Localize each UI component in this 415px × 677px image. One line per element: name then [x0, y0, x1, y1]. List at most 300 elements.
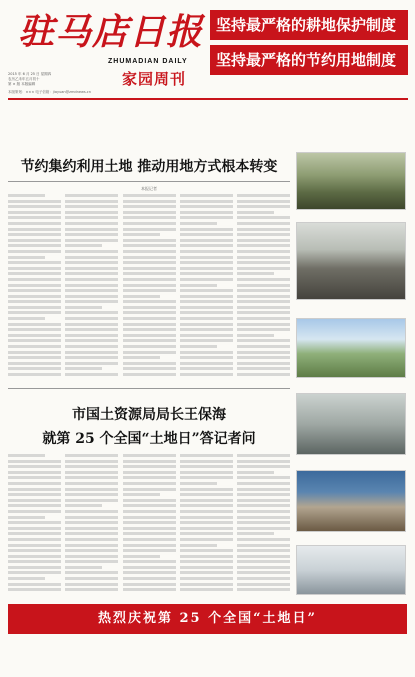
- text-line: [65, 228, 118, 231]
- text-line: [123, 216, 176, 219]
- text-line: [237, 476, 290, 479]
- officials-inspection-photo: [296, 222, 406, 300]
- text-line: [123, 476, 176, 479]
- text-line: [180, 527, 233, 530]
- text-line: [65, 555, 118, 558]
- text-line: [65, 289, 118, 292]
- text-line: [123, 328, 176, 331]
- text-line: [123, 373, 176, 376]
- text-line: [180, 560, 233, 563]
- text-line: [8, 239, 61, 242]
- text-line: [65, 362, 118, 365]
- text-line: [65, 527, 118, 530]
- slogan-farmland: 坚持最严格的耕地保护制度: [210, 10, 408, 40]
- text-line: [65, 588, 118, 591]
- text-line: [180, 516, 233, 519]
- text-line: [180, 465, 233, 468]
- text-line: [65, 460, 118, 463]
- text-line: [180, 284, 217, 287]
- text-line: [180, 334, 233, 337]
- interview-article: [8, 392, 290, 600]
- text-column: [123, 194, 176, 382]
- text-line: [8, 454, 45, 457]
- text-line: [8, 471, 61, 474]
- text-line: [123, 306, 176, 309]
- text-line: [123, 339, 176, 342]
- text-line: [8, 200, 61, 203]
- text-line: [8, 527, 61, 530]
- text-line: [237, 532, 274, 535]
- text-line: [180, 278, 233, 281]
- text-line: [65, 356, 118, 359]
- text-line: [8, 362, 61, 365]
- text-line: [8, 476, 61, 479]
- text-line: [180, 295, 233, 298]
- text-line: [65, 278, 118, 281]
- text-line: [180, 583, 233, 586]
- text-line: [180, 289, 233, 292]
- text-line: [123, 516, 176, 519]
- text-line: [237, 233, 290, 236]
- text-line: [237, 516, 290, 519]
- text-line: [237, 205, 290, 208]
- text-line: [65, 328, 118, 331]
- text-line: [237, 571, 290, 574]
- text-line: [8, 317, 45, 320]
- text-line: [8, 367, 61, 370]
- text-line: [180, 482, 217, 485]
- text-line: [65, 571, 118, 574]
- text-line: [8, 216, 61, 219]
- text-line: [237, 250, 290, 253]
- text-column: [123, 454, 176, 598]
- text-line: [180, 300, 233, 303]
- text-line: [180, 317, 233, 320]
- text-line: [237, 295, 290, 298]
- text-line: [237, 311, 290, 314]
- text-line: [8, 295, 61, 298]
- text-line: [8, 544, 61, 547]
- text-line: [180, 244, 233, 247]
- text-line: [8, 583, 61, 586]
- text-line: [65, 583, 118, 586]
- text-line: [123, 278, 176, 281]
- text-line: [123, 493, 160, 496]
- text-line: [180, 571, 233, 574]
- text-line: [65, 476, 118, 479]
- section-divider: [8, 388, 290, 389]
- text-line: [180, 532, 233, 535]
- masthead-divider: [8, 98, 408, 100]
- text-line: [123, 471, 176, 474]
- text-line: [65, 323, 118, 326]
- text-line: [180, 538, 233, 541]
- text-line: [65, 504, 102, 507]
- text-line: [123, 284, 176, 287]
- text-line: [8, 521, 61, 524]
- text-line: [123, 289, 176, 292]
- text-line: [8, 532, 61, 535]
- text-line: [8, 465, 61, 468]
- text-line: [237, 306, 290, 309]
- text-line: [8, 538, 61, 541]
- text-line: [123, 211, 176, 214]
- text-line: [8, 577, 45, 580]
- text-column: [237, 454, 290, 598]
- text-line: [123, 549, 176, 552]
- text-line: [65, 532, 118, 535]
- text-line: [65, 482, 118, 485]
- text-column: [8, 454, 61, 598]
- text-line: [180, 194, 233, 197]
- edition-name: 家园周刊: [122, 70, 187, 88]
- text-line: [237, 216, 290, 219]
- text-line: [123, 200, 176, 203]
- masthead-contact: 本版策划：××× 电子信箱：jiayuan@zmdnews.cn: [8, 90, 91, 94]
- text-line: [180, 471, 233, 474]
- text-column: [180, 194, 233, 382]
- text-column: [237, 194, 290, 382]
- text-line: [65, 244, 102, 247]
- text-line: [123, 538, 176, 541]
- text-line: [8, 300, 61, 303]
- text-line: [123, 460, 176, 463]
- text-line: [65, 233, 118, 236]
- text-line: [237, 284, 290, 287]
- lunar-date: 农历乙未年五月初十: [8, 77, 40, 81]
- text-line: [180, 499, 233, 502]
- text-line: [237, 300, 290, 303]
- text-line: [180, 323, 233, 326]
- text-line: [180, 476, 233, 479]
- text-line: [237, 373, 290, 376]
- text-line: [180, 510, 233, 513]
- text-line: [237, 345, 290, 348]
- text-line: [123, 571, 176, 574]
- text-line: [123, 577, 176, 580]
- text-line: [237, 465, 290, 468]
- text-line: [237, 482, 290, 485]
- text-line: [8, 482, 61, 485]
- text-line: [123, 323, 176, 326]
- text-line: [123, 311, 176, 314]
- lead-article-body: [8, 194, 290, 382]
- text-line: [65, 334, 118, 337]
- text-line: [180, 566, 233, 569]
- text-line: [237, 544, 290, 547]
- text-line: [65, 373, 118, 376]
- text-line: [237, 560, 290, 563]
- text-line: [237, 239, 290, 242]
- text-line: [8, 244, 61, 247]
- text-line: [237, 538, 290, 541]
- text-line: [8, 493, 61, 496]
- text-line: [8, 250, 61, 253]
- text-line: [237, 460, 290, 463]
- text-line: [8, 373, 61, 376]
- text-line: [65, 200, 118, 203]
- text-line: [237, 317, 290, 320]
- text-line: [180, 216, 233, 219]
- text-line: [65, 465, 118, 468]
- text-line: [8, 499, 61, 502]
- text-line: [8, 356, 61, 359]
- text-line: [237, 356, 290, 359]
- text-line: [237, 493, 290, 496]
- text-line: [123, 233, 160, 236]
- text-line: [8, 351, 61, 354]
- exhibition-photo: [296, 318, 406, 378]
- text-line: [8, 272, 61, 275]
- text-line: [65, 272, 118, 275]
- text-line: [180, 228, 233, 231]
- text-line: [65, 194, 118, 197]
- text-line: [8, 566, 61, 569]
- meeting-photo: [296, 545, 406, 595]
- text-line: [123, 239, 176, 242]
- text-line: [180, 211, 233, 214]
- text-line: [8, 504, 61, 507]
- text-line: [8, 311, 61, 314]
- text-line: [65, 488, 118, 491]
- lead-article: [8, 148, 290, 384]
- text-line: [8, 278, 61, 281]
- text-line: [237, 471, 274, 474]
- text-line: [8, 205, 61, 208]
- text-line: [180, 311, 233, 314]
- text-line: [237, 244, 290, 247]
- text-line: [123, 300, 176, 303]
- text-line: [237, 200, 290, 203]
- interview-title-line1: 市国土资源局局长王保海: [72, 407, 226, 423]
- text-line: [65, 211, 118, 214]
- text-line: [180, 339, 233, 342]
- text-line: [237, 289, 290, 292]
- text-line: [237, 351, 290, 354]
- text-line: [123, 499, 176, 502]
- text-line: [8, 261, 61, 264]
- text-column: [8, 194, 61, 382]
- text-line: [123, 555, 160, 558]
- text-line: [237, 510, 290, 513]
- text-line: [237, 323, 290, 326]
- text-line: [180, 460, 233, 463]
- text-line: [65, 351, 118, 354]
- text-line: [65, 250, 118, 253]
- text-column: [180, 454, 233, 598]
- text-line: [123, 228, 176, 231]
- text-line: [8, 289, 61, 292]
- text-column: [65, 194, 118, 382]
- text-line: [8, 588, 61, 591]
- text-line: [65, 471, 118, 474]
- text-line: [123, 367, 176, 370]
- text-line: [65, 367, 102, 370]
- text-line: [180, 205, 233, 208]
- text-line: [180, 233, 233, 236]
- page-footer: [8, 638, 407, 668]
- text-line: [65, 516, 118, 519]
- text-line: [237, 222, 290, 225]
- text-line: [8, 328, 61, 331]
- text-line: [123, 205, 176, 208]
- text-line: [123, 504, 176, 507]
- text-line: [237, 272, 274, 275]
- banner-event-photo: [296, 470, 406, 532]
- text-line: [65, 345, 118, 348]
- text-line: [180, 521, 233, 524]
- text-line: [237, 261, 290, 264]
- land-day-banner: [8, 604, 407, 634]
- text-line: [123, 362, 176, 365]
- text-line: [237, 267, 290, 270]
- text-line: [237, 278, 290, 281]
- text-line: [8, 549, 61, 552]
- page-editor: 第 × 版 本版编辑: [8, 82, 36, 86]
- text-line: [8, 345, 61, 348]
- text-line: [8, 555, 61, 558]
- text-line: [65, 538, 118, 541]
- text-line: [237, 488, 290, 491]
- text-line: [123, 454, 176, 457]
- text-line: [123, 527, 176, 530]
- text-line: [237, 334, 274, 337]
- text-line: [8, 284, 61, 287]
- text-line: [180, 367, 233, 370]
- masthead: [8, 6, 408, 102]
- text-line: [180, 328, 233, 331]
- text-line: [180, 345, 217, 348]
- text-line: [8, 228, 61, 231]
- text-line: [180, 577, 233, 580]
- text-line: [123, 465, 176, 468]
- farmland-photo: [296, 152, 406, 210]
- text-line: [237, 583, 290, 586]
- text-line: [180, 222, 217, 225]
- text-line: [65, 493, 118, 496]
- text-line: [65, 560, 118, 563]
- text-line: [8, 560, 61, 563]
- text-line: [123, 334, 176, 337]
- street-campaign-photo: [296, 393, 406, 455]
- text-line: [180, 267, 233, 270]
- text-line: [180, 555, 233, 558]
- text-line: [123, 521, 176, 524]
- text-line: [123, 544, 176, 547]
- newspaper-english-name: ZHUMADIAN DAILY: [108, 58, 188, 65]
- text-line: [237, 256, 290, 259]
- text-line: [123, 583, 176, 586]
- text-line: [8, 510, 61, 513]
- text-line: [65, 311, 118, 314]
- text-line: [65, 284, 118, 287]
- text-line: [180, 549, 233, 552]
- text-line: [123, 317, 176, 320]
- text-line: [123, 272, 176, 275]
- text-line: [237, 339, 290, 342]
- text-line: [180, 272, 233, 275]
- text-line: [237, 527, 290, 530]
- text-line: [123, 566, 176, 569]
- text-line: [180, 250, 233, 253]
- text-line: [8, 222, 61, 225]
- text-line: [237, 577, 290, 580]
- text-line: [65, 549, 118, 552]
- text-line: [180, 356, 233, 359]
- text-line: [180, 239, 233, 242]
- text-line: [65, 267, 118, 270]
- text-line: [237, 194, 290, 197]
- text-line: [180, 544, 217, 547]
- text-line: [237, 504, 290, 507]
- text-line: [8, 339, 61, 342]
- text-line: [180, 373, 233, 376]
- text-line: [8, 571, 61, 574]
- text-line: [123, 267, 176, 270]
- text-line: [65, 205, 118, 208]
- text-column: [65, 454, 118, 598]
- text-line: [180, 261, 233, 264]
- text-line: [123, 488, 176, 491]
- newspaper-logo: 驻马店日报: [18, 11, 204, 53]
- text-line: [237, 367, 290, 370]
- text-line: [237, 328, 290, 331]
- text-line: [123, 560, 176, 563]
- text-line: [180, 504, 233, 507]
- text-line: [237, 499, 290, 502]
- text-line: [65, 239, 118, 242]
- text-line: [180, 200, 233, 203]
- slogan-panel: [210, 10, 408, 80]
- text-line: [180, 306, 233, 309]
- text-line: [65, 454, 118, 457]
- text-line: [65, 339, 118, 342]
- text-line: [237, 521, 290, 524]
- text-line: [8, 256, 45, 259]
- text-line: [65, 295, 118, 298]
- text-line: [8, 233, 61, 236]
- text-line: [237, 454, 290, 457]
- text-line: [123, 482, 176, 485]
- banner-text: 热烈庆祝第 25 个全国“土地日”: [97, 611, 318, 626]
- text-line: [180, 362, 233, 365]
- text-line: [65, 510, 118, 513]
- text-line: [123, 222, 176, 225]
- text-line: [123, 532, 176, 535]
- text-line: [65, 317, 118, 320]
- text-line: [123, 345, 176, 348]
- text-line: [65, 222, 118, 225]
- text-line: [65, 300, 118, 303]
- text-line: [65, 306, 102, 309]
- text-line: [8, 306, 61, 309]
- lead-article-byline: 本报记者: [141, 186, 157, 191]
- text-line: [180, 256, 233, 259]
- interview-title-line2: 就第 25 个全国“土地日”答记者问: [42, 431, 256, 447]
- text-line: [237, 555, 290, 558]
- text-line: [65, 566, 102, 569]
- text-line: [123, 194, 176, 197]
- text-line: [123, 510, 176, 513]
- text-line: [65, 521, 118, 524]
- text-line: [8, 194, 45, 197]
- text-line: [123, 256, 176, 259]
- text-line: [237, 566, 290, 569]
- text-line: [237, 549, 290, 552]
- text-line: [123, 351, 176, 354]
- text-line: [8, 323, 61, 326]
- text-line: [123, 588, 176, 591]
